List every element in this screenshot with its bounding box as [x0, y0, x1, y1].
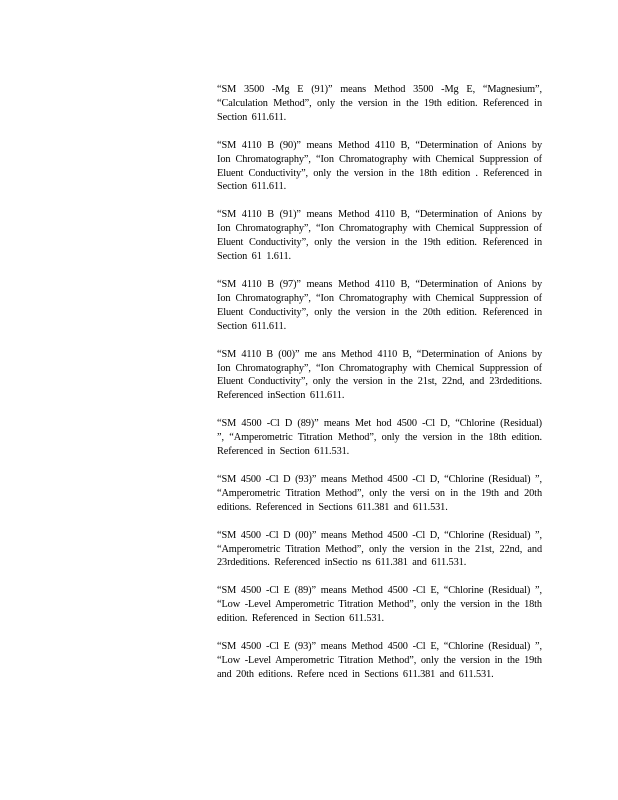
- definition-paragraph: “SM 4110 B (91)” means Method 4110 B, “Determination of Anions by Ion Chromatography”, “Ion Chromatography with Chemical Suppression of Eluent Conductivity”, only the version in the 19th edition. Referenced in Section 61 1.611.: [217, 209, 542, 263]
- definition-paragraph: “SM 4110 B (90)” means Method 4110 B, “Determination of Anions by Ion Chromatography”, “Ion Chromatography with Chemical Suppression of Eluent Conductivity”, only the version in the 18th edition . Referenced in Section 611.611.: [217, 139, 542, 193]
- definition-paragraph: “SM 4500 -Cl D (00)” means Method 4500 -Cl D, “Chlorine (Residual) ”, “Amperometric Titration Method”, only the version in the 21st, 22nd, and 23rdeditions. Referenced inSectio ns 611.381 and 611.531.: [217, 529, 542, 569]
- definition-paragraph: “SM 3500 -Mg E (91)” means Method 3500 -Mg E, “Magnesium”, “Calculation Method”, only the version in the 19th edition. Referenced in Section 611.611.: [217, 84, 542, 123]
- definition-paragraph: “SM 4500 -Cl E (93)” means Method 4500 -Cl E, “Chlorine (Residual) ”, “Low -Level Amperometric Titration Method”, only the version in the 19th and 20th editions. Refere nced in Sections 611.381 and 611.531.: [217, 641, 542, 680]
- definition-paragraph: “SM 4110 B (00)” me ans Method 4110 B, “Determination of Anions by Ion Chromatography”, “Ion Chromatography with Chemical Suppression of Eluent Conductivity”, only the version in the 21st, 22nd, and 23rdeditions. Referenced inSection 611.611.: [217, 348, 542, 402]
- definitions-list: [217, 83, 542, 696]
- definition-paragraph: “SM 4500 -Cl D (89)” means Met hod 4500 -Cl D, “Chlorine (Residual) ”, “Amperometric Titration Method”, only the version in the 18th edition. Referenced in Section 611.531.: [217, 418, 542, 458]
- definition-paragraph: “SM 4110 B (97)” means Method 4110 B, “Determination of Anions by Ion Chromatography”, “Ion Chromatography with Chemical Suppression of Eluent Conductivity”, only the version in the 20th edition. Referenced in Section 611.611.: [217, 278, 542, 332]
- definition-paragraph: “SM 4500 -Cl E (89)” means Method 4500 -Cl E, “Chlorine (Residual) ”, “Low -Level Amperometric Titration Method”, only the version in the 18th edition. Referenced in Section 611.531.: [217, 585, 542, 625]
- definition-paragraph: “SM 4500 -Cl D (93)” means Method 4500 -Cl D, “Chlorine (Residual) ”, “Amperometric Titration Method”, only the versi on in the 19th and 20th editions. Referenced in Sections 611.381 and 611.531.: [217, 473, 542, 513]
